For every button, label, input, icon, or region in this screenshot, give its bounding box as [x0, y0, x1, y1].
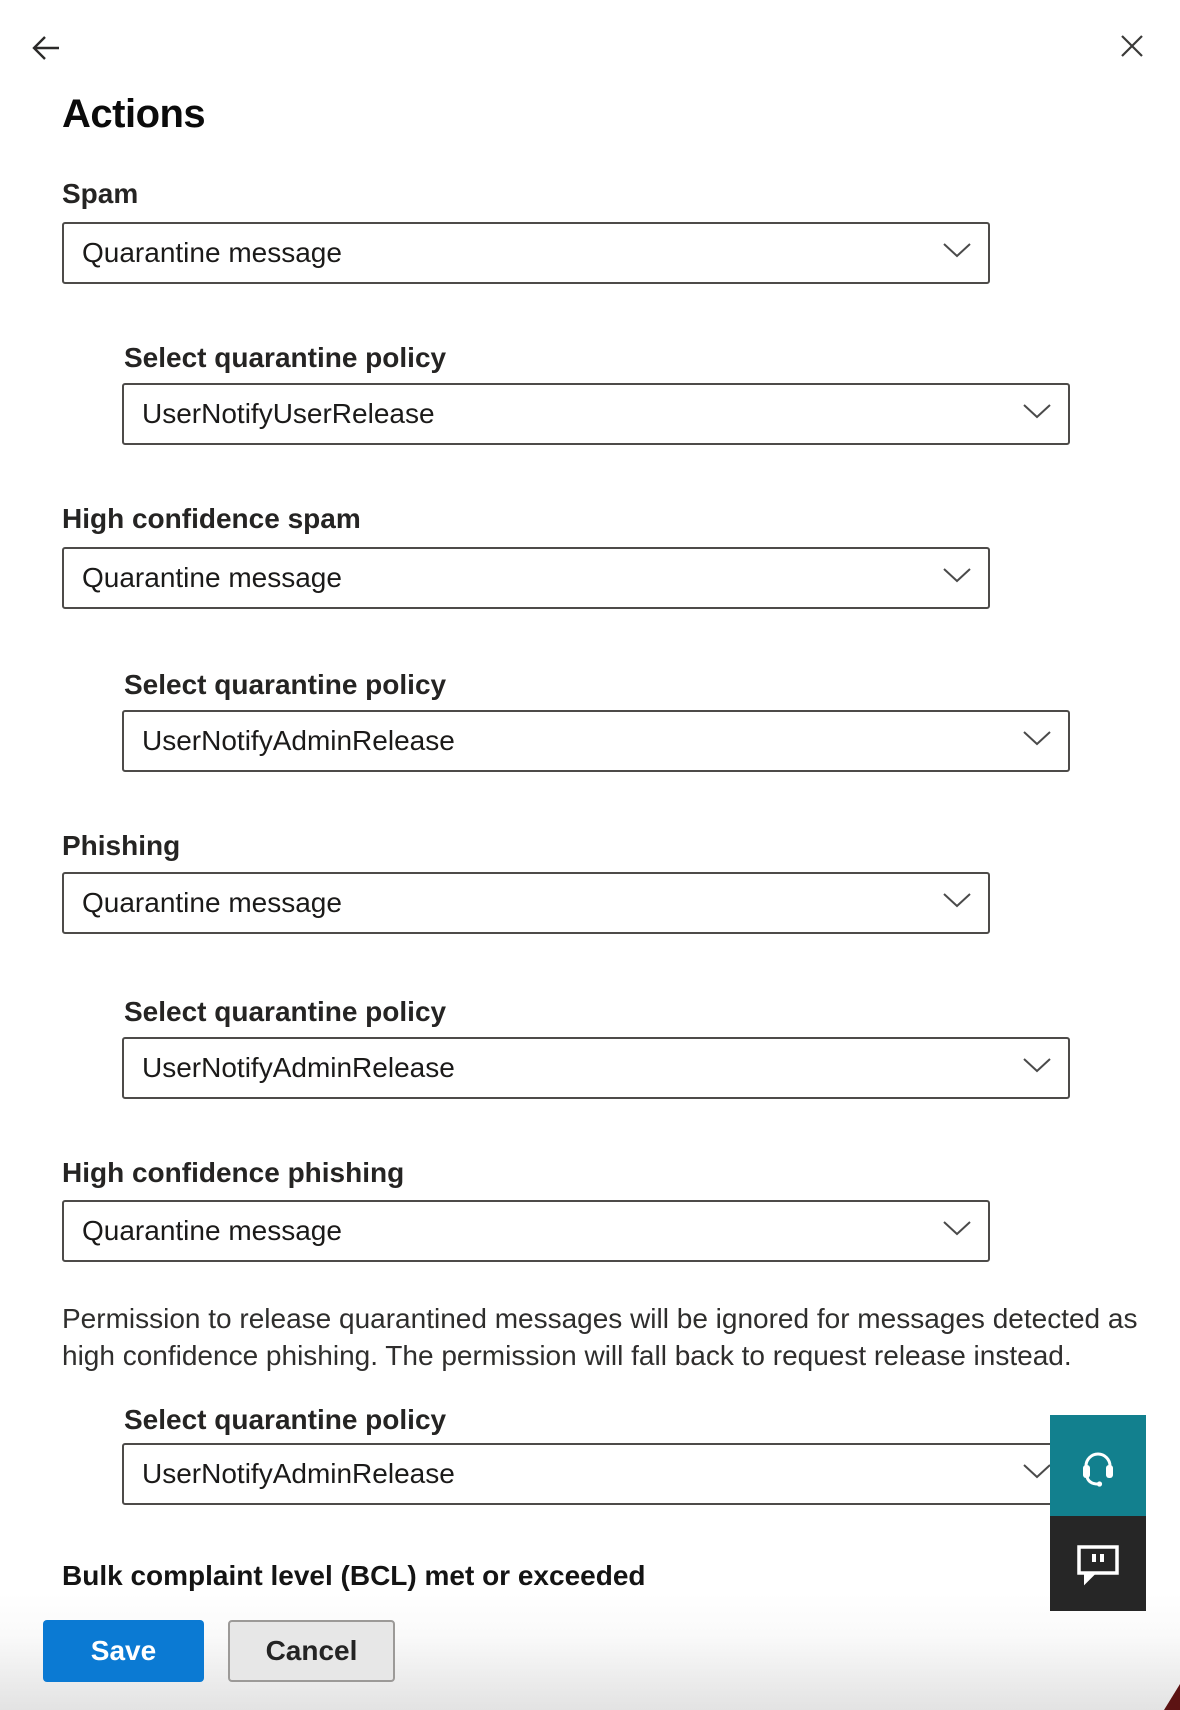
spam-policy-value: UserNotifyUserRelease — [142, 398, 435, 429]
cancel-button[interactable]: Cancel — [228, 1620, 395, 1682]
high-confidence-spam-policy-label: Select quarantine policy — [124, 669, 447, 700]
back-button[interactable] — [24, 26, 68, 70]
chevron-down-icon — [942, 242, 972, 264]
phishing-action-dropdown[interactable] — [62, 872, 990, 934]
section-label-bulk-complaint-level: Bulk complaint level (BCL) met or exceeded — [62, 1560, 646, 1591]
chevron-down-icon — [1022, 730, 1052, 752]
close-icon — [1118, 32, 1146, 60]
spam-policy-dropdown[interactable] — [122, 383, 1070, 445]
phishing-policy-value: UserNotifyAdminRelease — [142, 1052, 455, 1083]
corner-artifact — [1164, 1684, 1180, 1710]
spam-action-value: Quarantine message — [82, 237, 342, 268]
feedback-widget-button[interactable] — [1050, 1516, 1146, 1611]
chevron-down-icon — [1022, 1463, 1052, 1485]
phishing-action-value: Quarantine message — [82, 887, 342, 918]
save-button[interactable]: Save — [43, 1620, 204, 1682]
section-label-high-confidence-phishing: High confidence phishing — [62, 1157, 405, 1188]
chat-bubble-icon — [1074, 1542, 1122, 1586]
close-button[interactable] — [1110, 24, 1154, 68]
high-confidence-spam-action-dropdown[interactable] — [62, 547, 990, 609]
chevron-down-icon — [942, 1220, 972, 1242]
section-label-spam: Spam — [62, 178, 139, 209]
arrow-left-icon — [28, 30, 64, 66]
high-confidence-spam-policy-value: UserNotifyAdminRelease — [142, 725, 455, 756]
high-confidence-phishing-policy-value: UserNotifyAdminRelease — [142, 1458, 455, 1489]
spam-action-dropdown[interactable] — [62, 222, 990, 284]
high-confidence-phishing-action-value: Quarantine message — [82, 1215, 342, 1246]
footer-bar — [0, 1594, 1180, 1710]
section-label-phishing: Phishing — [62, 830, 181, 861]
chevron-down-icon — [1022, 1057, 1052, 1079]
high-confidence-phishing-note: Permission to release quarantined messages will be ignored for messages detected as high confidence phishing. The permission will fall back to request release instead. — [62, 1303, 1138, 1371]
section-label-high-confidence-spam: High confidence spam — [62, 503, 361, 534]
chevron-down-icon — [1022, 403, 1052, 425]
high-confidence-phishing-action-dropdown[interactable] — [62, 1200, 990, 1262]
headset-icon — [1076, 1444, 1120, 1488]
high-confidence-phishing-policy-label: Select quarantine policy — [124, 1404, 447, 1435]
high-confidence-spam-policy-dropdown[interactable] — [122, 710, 1070, 772]
phishing-policy-dropdown[interactable] — [122, 1037, 1070, 1099]
spam-policy-label: Select quarantine policy — [124, 342, 447, 373]
high-confidence-spam-action-value: Quarantine message — [82, 562, 342, 593]
chevron-down-icon — [942, 892, 972, 914]
chevron-down-icon — [942, 567, 972, 589]
help-widget-button[interactable] — [1050, 1415, 1146, 1516]
page-title: Actions — [62, 92, 206, 136]
phishing-policy-label: Select quarantine policy — [124, 996, 447, 1027]
high-confidence-phishing-policy-dropdown[interactable] — [122, 1443, 1070, 1505]
